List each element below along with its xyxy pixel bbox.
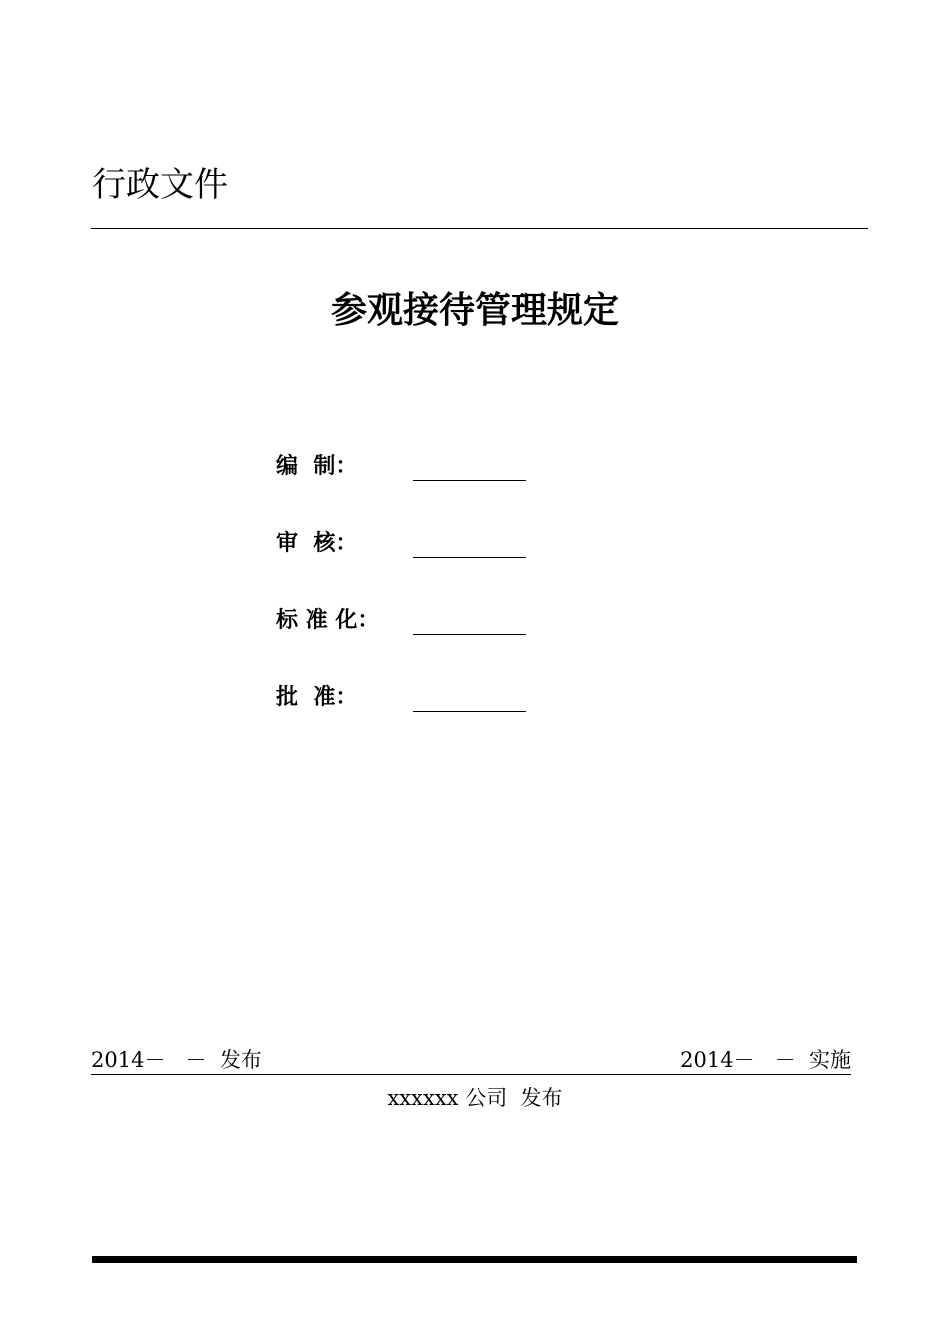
signature-line-approve bbox=[413, 711, 526, 712]
signature-row-review bbox=[276, 529, 536, 569]
signature-row-standardization bbox=[276, 606, 536, 646]
publisher-line: xxxxxx 公司 发布 bbox=[387, 1086, 563, 1110]
effective-date: 2014－ － 实施 bbox=[680, 1048, 851, 1072]
date-row bbox=[91, 1046, 851, 1074]
signature-line-review bbox=[413, 557, 526, 558]
header-divider bbox=[91, 228, 868, 229]
document-type-heading: 行政文件 bbox=[92, 165, 228, 205]
signature-line-standardization bbox=[413, 634, 526, 635]
signature-label-standardization: 标 准 化： bbox=[276, 608, 380, 633]
signature-label-review: 审 核： bbox=[276, 531, 358, 556]
document-title: 参观接待管理规定 bbox=[330, 290, 619, 331]
signature-label-approve: 批 准： bbox=[276, 685, 358, 710]
date-divider bbox=[91, 1074, 851, 1075]
signature-label-compile: 编 制： bbox=[276, 454, 358, 479]
signature-row-compile bbox=[276, 452, 536, 492]
signature-line-compile bbox=[413, 480, 526, 481]
bottom-thick-rule bbox=[92, 1256, 857, 1263]
issue-date: 2014－ － 发布 bbox=[91, 1048, 262, 1072]
signature-row-approve bbox=[276, 683, 536, 723]
